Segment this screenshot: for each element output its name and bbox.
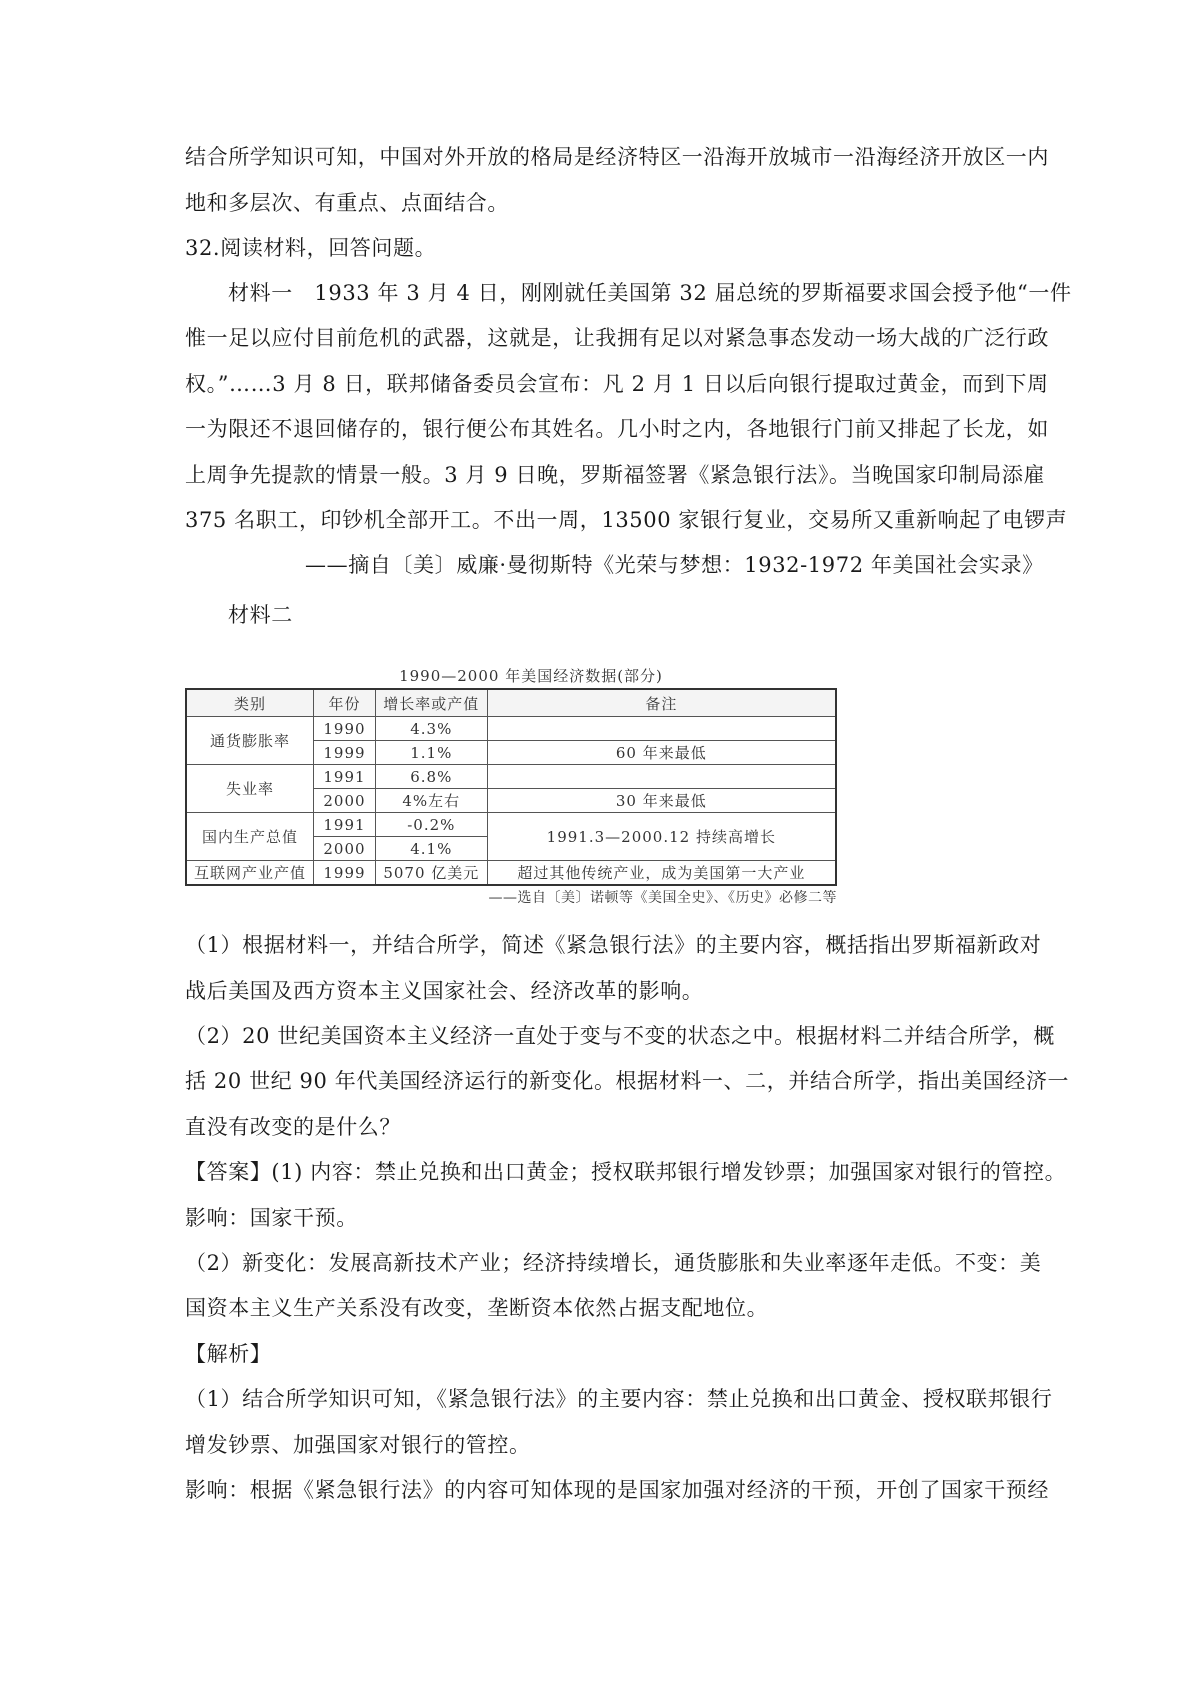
text-line: 一为限还不退回储存的，银行便公布其姓名。几小时之内，各地银行门前又排起了长龙，如	[185, 417, 1049, 441]
value-cell: 5070 亿美元	[375, 861, 487, 886]
table-row	[186, 813, 836, 837]
note-cell: 超过其他传统产业，成为美国第一大产业	[487, 861, 836, 886]
question-one: （1）根据材料一，并结合所学，简述《紧急银行法》的主要内容，概括指出罗斯福新政对	[185, 933, 1042, 957]
category-cell: 通货膨胀率	[186, 717, 314, 765]
value-cell: -0.2%	[375, 813, 487, 837]
text-line: 增发钞票、加强国家对银行的管控。	[185, 1433, 531, 1457]
question-heading: 32.阅读材料，回答问题。	[185, 236, 437, 260]
analysis-heading: 【解析】	[185, 1342, 272, 1366]
table-title: 1990—2000 年美国经济数据(部分)	[399, 667, 663, 685]
category-cell: 互联网产业产值	[186, 861, 314, 886]
category-cell: 失业率	[186, 765, 314, 813]
text-line: 惟一足以应付目前危机的武器，这就是，让我拥有足以对紧急事态发动一场大战的广泛行政	[185, 326, 1049, 350]
text-line: 国资本主义生产关系没有改变，垄断资本依然占据支配地位。	[185, 1296, 769, 1320]
note-cell: 30 年来最低	[487, 789, 836, 813]
text-line: 战后美国及西方资本主义国家社会、经济改革的影响。	[185, 979, 704, 1003]
value-cell: 4%左右	[375, 789, 487, 813]
material-source: ——摘自〔美〕威廉·曼彻斯特《光荣与梦想：1932-1972 年美国社会实录》	[305, 553, 1044, 577]
table-header-row	[186, 689, 836, 717]
text-line: （1）结合所学知识可知，《紧急银行法》的主要内容：禁止兑换和出口黄金、授权联邦银行	[185, 1387, 1053, 1411]
economic-data-table	[185, 688, 837, 886]
table-row	[186, 861, 836, 886]
note-cell: 60 年来最低	[487, 741, 836, 765]
text-line: 上周争先提款的情景一般。3 月 9 日晚，罗斯福签署《紧急银行法》。当晚国家印制局添雇	[185, 463, 1046, 487]
note-cell	[487, 717, 836, 741]
text-line: 直没有改变的是什么？	[185, 1115, 401, 1139]
answer-heading-line: 【答案】(1) 内容：禁止兑换和出口黄金；授权联邦银行增发钞票；加强国家对银行的管控。	[185, 1160, 1067, 1184]
table-header-cell: 增长率或产值	[375, 689, 487, 717]
value-cell: 6.8%	[375, 765, 487, 789]
question-two: （2）20 世纪美国资本主义经济一直处于变与不变的状态之中。根据材料二并结合所学，概	[185, 1024, 1055, 1048]
table-header-cell: 类别	[186, 689, 314, 717]
note-cell: 1991.3—2000.12 持续高增长	[487, 813, 836, 861]
material-one-line: 材料一 1933 年 3 月 4 日，刚刚就任美国第 32 届总统的罗斯福要求国会授予他“一件	[228, 281, 1072, 305]
text-line: 括 20 世纪 90 年代美国经济运行的新变化。根据材料一、二，并结合所学，指出美国经济一	[185, 1069, 1070, 1093]
text-line: 权。”……3 月 8 日，联邦储备委员会宣布：凡 2 月 1 日以后向银行提取过黄金，而到下周	[185, 372, 1049, 396]
text-line: 375 名职工，印钞机全部开工。不出一周，13500 家银行复业，交易所又重新响起了电锣声	[185, 508, 1068, 532]
value-cell: 1.1%	[375, 741, 487, 765]
year-cell: 2000	[314, 837, 376, 861]
text-line: 影响：根据《紧急银行法》的内容可知体现的是国家加强对经济的干预，开创了国家干预经	[185, 1478, 1049, 1502]
value-cell: 4.3%	[375, 717, 487, 741]
table-row	[186, 717, 836, 741]
value-cell: 4.1%	[375, 837, 487, 861]
year-cell: 1999	[314, 741, 376, 765]
year-cell: 1990	[314, 717, 376, 741]
economic-data-table-figure	[185, 666, 837, 908]
table-source: ——选自〔美〕诺顿等《美国全史》、《历史》必修二等	[488, 890, 837, 906]
year-cell: 1991	[314, 813, 376, 837]
year-cell: 2000	[314, 789, 376, 813]
table-row	[186, 765, 836, 789]
text-line: 结合所学知识可知，中国对外开放的格局是经济特区一沿海开放城市一沿海经济开放区一内	[185, 145, 1049, 169]
category-cell: 国内生产总值	[186, 813, 314, 861]
text-line: （2）新变化：发展高新技术产业；经济持续增长，通货膨胀和失业率逐年走低。不变：美	[185, 1251, 1042, 1275]
table-header-cell: 年份	[314, 689, 376, 717]
text-line: 地和多层次、有重点、点面结合。	[185, 191, 509, 215]
year-cell: 1999	[314, 861, 376, 886]
material-two-label: 材料二	[228, 603, 293, 627]
note-cell	[487, 765, 836, 789]
text-line: 影响：国家干预。	[185, 1206, 358, 1230]
year-cell: 1991	[314, 765, 376, 789]
table-header-cell: 备注	[487, 689, 836, 717]
